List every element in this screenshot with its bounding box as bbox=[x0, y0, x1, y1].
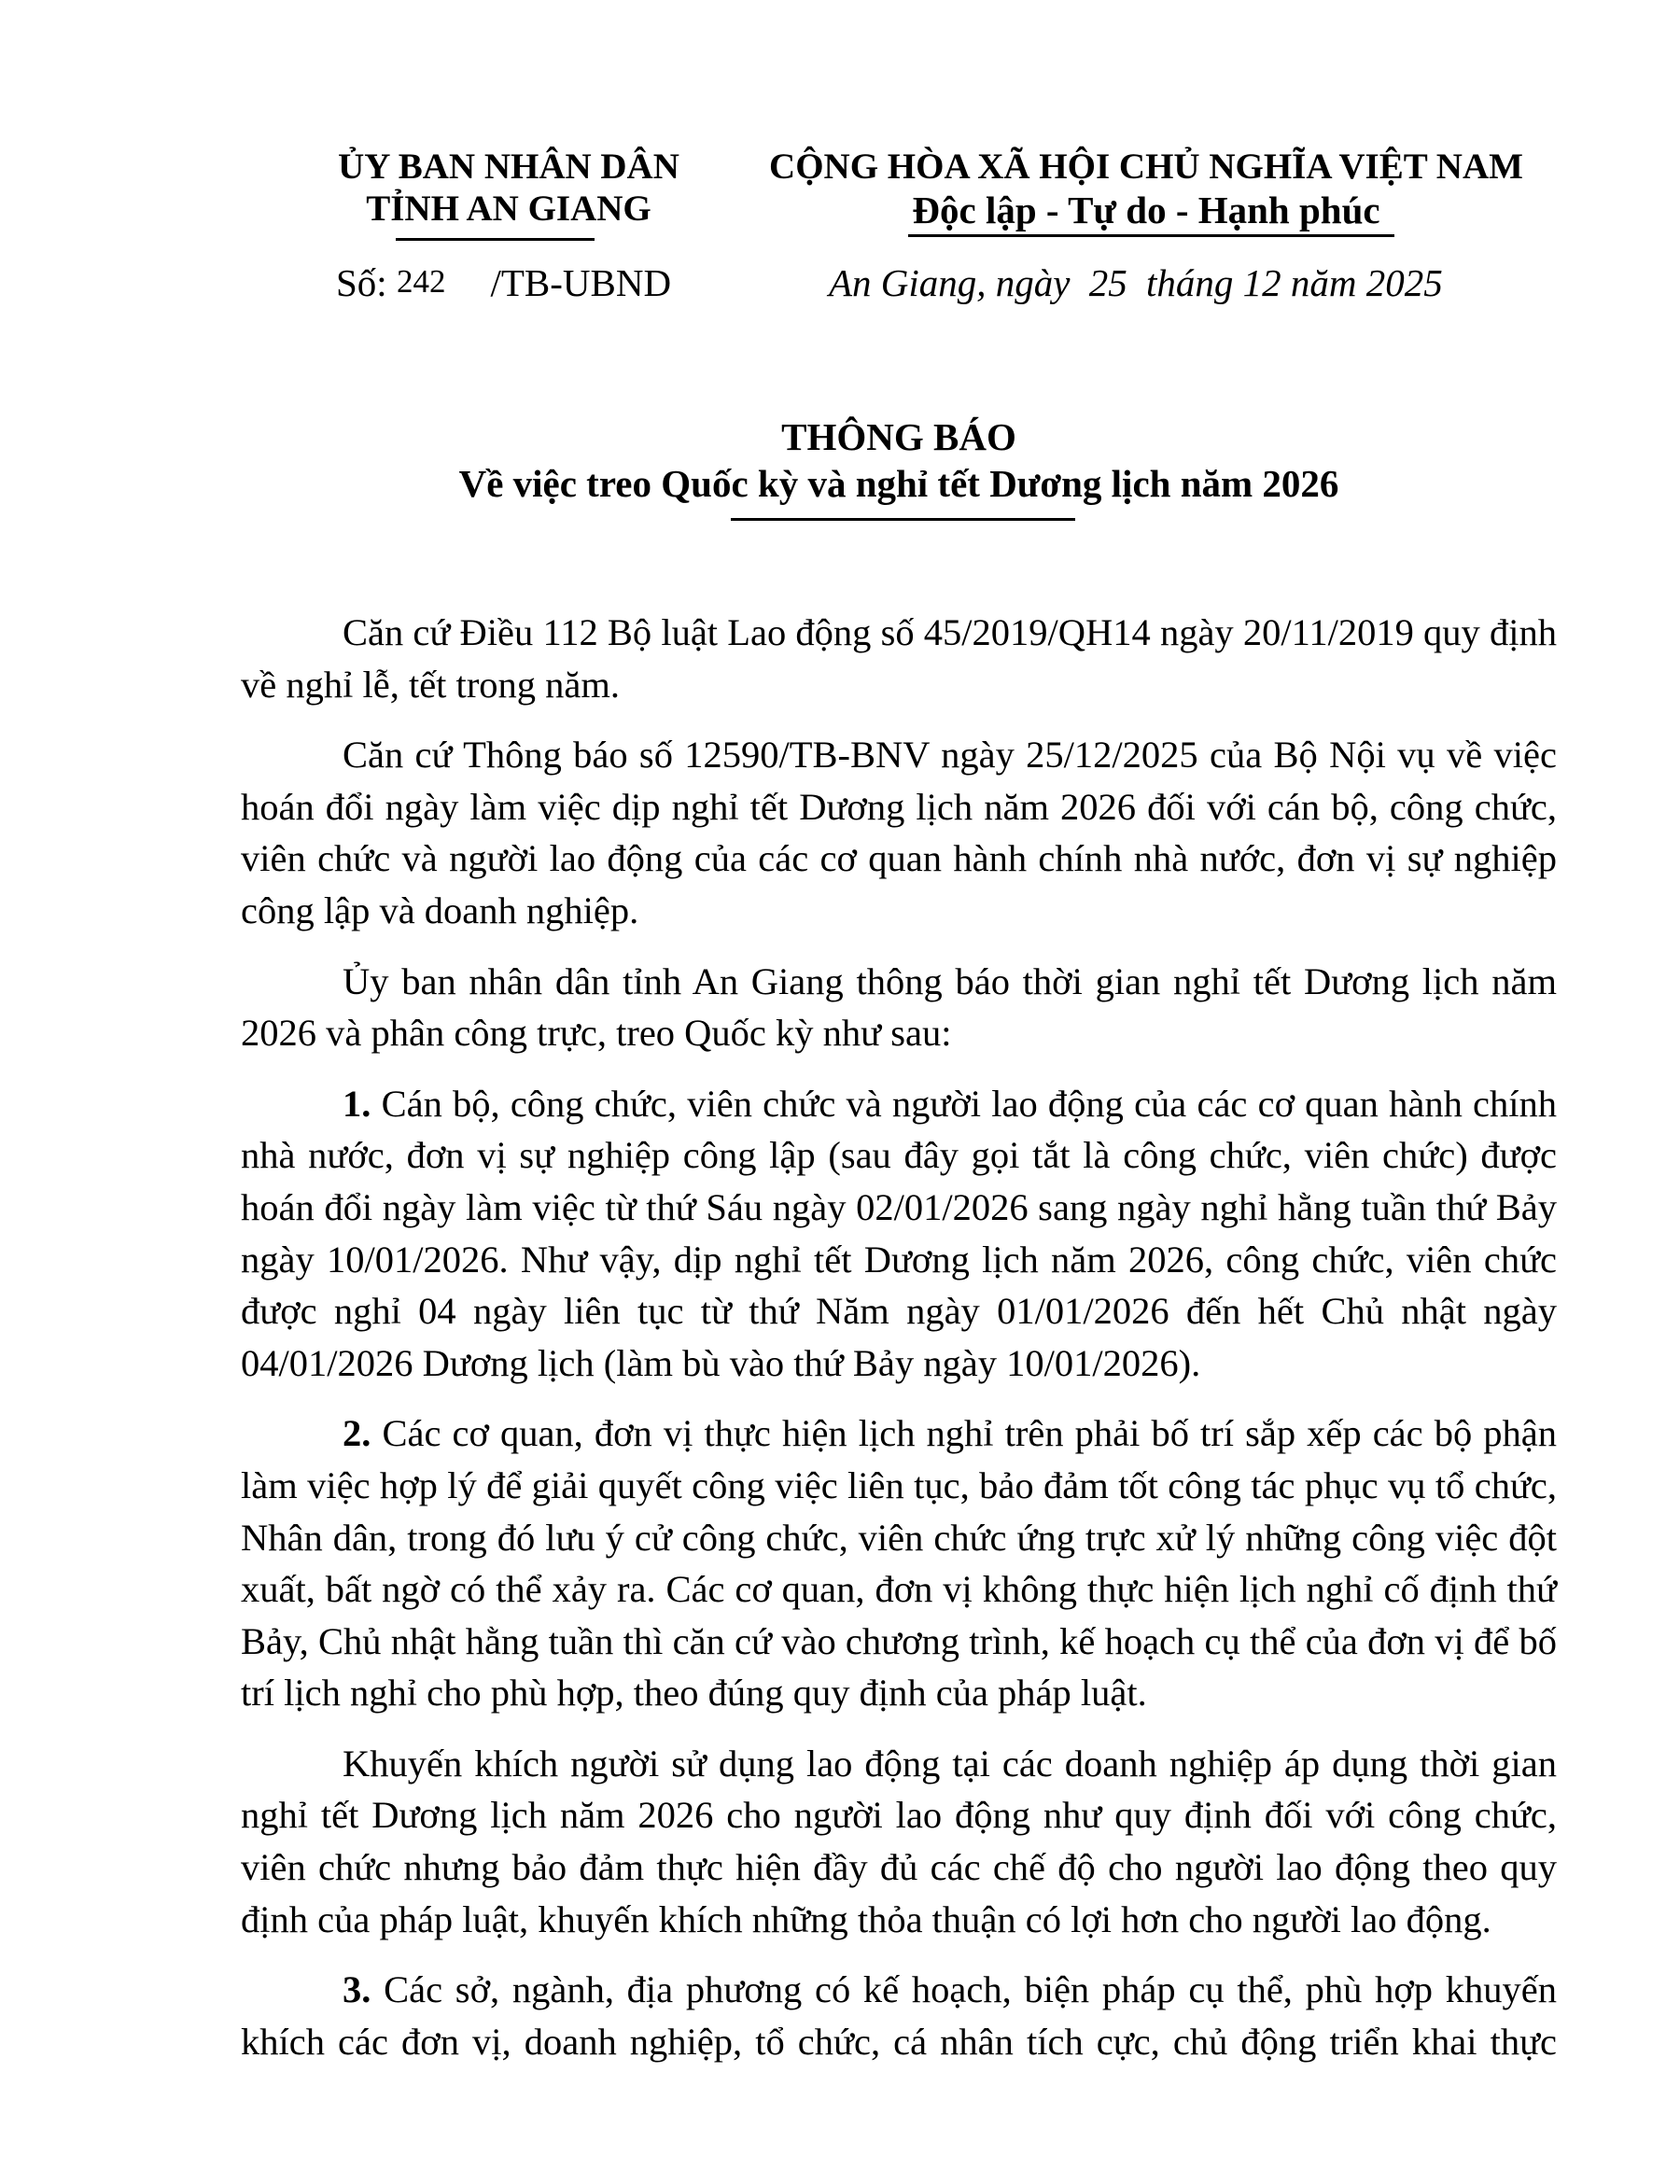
national-header bbox=[747, 146, 1546, 188]
title-subject: Về việc treo Quốc kỳ và nghỉ tết Dương lịch năm 2026 bbox=[458, 462, 1339, 505]
paragraph-number: 1. bbox=[343, 1082, 371, 1125]
date-month-year: tháng 12 năm 2025 bbox=[1146, 261, 1443, 304]
document-number bbox=[336, 259, 671, 309]
paragraph-text: Căn cứ Điều 112 Bộ luật Lao động số 45/2019/QH14 ngày 20/11/2019 quy định về nghỉ lễ, tết trong năm. bbox=[241, 611, 1557, 706]
paragraph-text: Các cơ quan, đơn vị thực hiện lịch nghỉ trên phải bố trí sắp xếp các bộ phận làm việc hợp lý để giải quyết công việc liên tục, bảo đảm tốt công tác phục vụ tổ chức, Nhân dân, trong đó lưu ý cử công chức, viên chức ứng trực xử lý những công việc đột xuất, bất ngờ có thể xảy ra. Các cơ quan, đơn vị không thực hiện lịch nghỉ cố định thứ Bảy, Chủ nhật hằng tuần thì căn cứ vào chương trình, kế hoạch cụ thể của đơn vị để bố trí lịch nghỉ cho phù hợp, theo đúng quy định của pháp luật. bbox=[241, 1412, 1557, 1715]
paragraph-text: Khuyến khích người sử dụng lao động tại các doanh nghiệp áp dụng thời gian nghỉ tết Dương lịch năm 2026 cho người lao động như quy định đối với công chức, viên chức nhưng bảo đảm thực hiện đầy đủ các chế độ cho người lao động theo quy định của pháp luật, khuyến khích những thỏa thuận có lợi hơn cho người lao động. bbox=[241, 1742, 1557, 1940]
agency-name-line2: TỈNH AN GIANG bbox=[366, 189, 651, 229]
document-title bbox=[241, 413, 1557, 507]
agency-underline bbox=[396, 238, 595, 241]
paragraph-text: Căn cứ Thông báo số 12590/TB-BNV ngày 25/12/2025 của Bộ Nội vụ về việc hoán đổi ngày làm việc dịp nghỉ tết Dương lịch năm 2026 đối với cán bộ, công chức, viên chức và người lao động của các cơ quan hành chính nhà nước, đơn vị sự nghiệp công lập và doanh nghiệp. bbox=[241, 734, 1557, 931]
paragraph-number: 2. bbox=[343, 1412, 371, 1455]
doc-number-suffix: /TB-UBND bbox=[490, 261, 672, 304]
paragraph-text: Ủy ban nhân dân tỉnh An Giang thông báo thời gian nghỉ tết Dương lịch năm 2026 và phân công trực, treo Quốc kỳ như sau: bbox=[241, 959, 1557, 1055]
issuing-agency bbox=[336, 146, 681, 230]
body-paragraph bbox=[241, 729, 1557, 936]
title-heading: THÔNG BÁO bbox=[781, 415, 1016, 458]
paragraph-text: Cán bộ, công chức, viên chức và người lao động của các cơ quan hành chính nhà nước, đơn vị sự nghiệp công lập (sau đây gọi tắt là công chức, viên chức) được hoán đổi ngày làm việc từ thứ Sáu ngày 02/01/2026 sang ngày nghỉ hằng tuần thứ Bảy ngày 10/01/2026. Như vậy, dịp nghỉ tết Dương lịch năm 2026, công chức, viên chức được nghỉ 04 ngày liên tục từ thứ Năm ngày 01/01/2026 đến hết Chủ nhật ngày 04/01/2026 Dương lịch (làm bù vào thứ Bảy ngày 10/01/2026). bbox=[241, 1082, 1558, 1384]
paragraph-number: 3. bbox=[343, 1968, 371, 2011]
document-body bbox=[241, 607, 1557, 2086]
date-day: 25 bbox=[1088, 261, 1127, 304]
body-paragraph-section-1 bbox=[241, 1078, 1557, 1390]
body-paragraph bbox=[241, 956, 1557, 1059]
agency-name-line1: ỦY BAN NHÂN DÂN bbox=[338, 147, 679, 187]
body-paragraph-section-2 bbox=[241, 1407, 1557, 1719]
paragraph-text: Các sở, ngành, địa phương có kế hoạch, biện pháp cụ thể, phù hợp khuyến khích các đơn vị, doanh nghiệp, tổ chức, cá nhân tích cực, chủ động triển khai thực bbox=[241, 1968, 1557, 2063]
nation-name: CỘNG HÒA XÃ HỘI CHỦ NGHĨA VIỆT NAM bbox=[769, 147, 1523, 187]
body-paragraph bbox=[241, 607, 1557, 710]
doc-number-value: 242 bbox=[396, 263, 446, 300]
title-underline bbox=[731, 518, 1075, 521]
date-place: An Giang, ngày bbox=[829, 261, 1071, 304]
doc-number-prefix: Số: bbox=[336, 261, 387, 304]
issue-date bbox=[829, 259, 1443, 306]
body-paragraph-section-3 bbox=[241, 1964, 1557, 2067]
motto: Độc lập - Tự do - Hạnh phúc bbox=[912, 189, 1380, 231]
motto-underline bbox=[908, 234, 1394, 237]
body-paragraph bbox=[241, 1738, 1557, 1945]
